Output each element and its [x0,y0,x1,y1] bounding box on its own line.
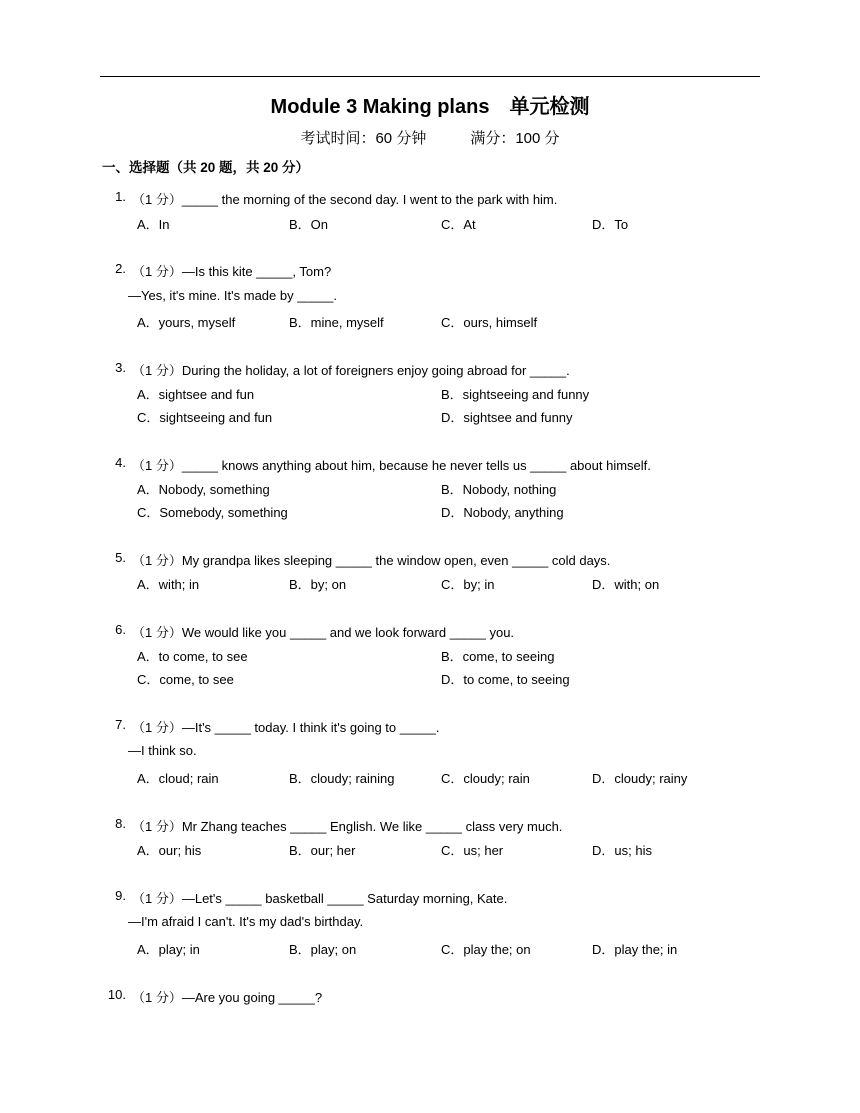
option-d[interactable]: D．Nobody, anything [441,505,564,520]
option-b[interactable]: B．On [289,217,329,232]
question-number: 10. [107,987,126,1002]
question-number: 2. [115,261,126,276]
question-score: （1 分） [132,819,182,834]
question-number: 6. [115,622,126,637]
option-a[interactable]: A．yours, myself [137,315,236,330]
question-body: —Let's _____ basketball _____ Saturday morning, Kate. [181,891,508,906]
question-score: （1 分） [132,720,182,735]
question-text [132,987,322,1006]
question-score: （1 分） [132,553,182,568]
question-text [132,455,651,474]
option-c[interactable]: C．by; in [441,577,495,592]
page-title: Module 3 Making plans 单元检测 [270,96,590,118]
question-text [132,261,331,280]
question-body: —It's _____ today. I think it's going to _____. [181,720,440,735]
option-a[interactable]: A．Nobody, something [137,482,270,497]
option-b[interactable]: B．by; on [289,577,347,592]
option-d[interactable]: D．cloudy; rainy [592,771,688,786]
question-score: （1 分） [132,264,182,279]
question-number: 4. [115,455,126,470]
option-b[interactable]: B．play; on [289,942,357,957]
question-number: 1. [115,189,126,204]
question-number: 9. [115,888,126,903]
question-reply: —Yes, it's mine. It's made by _____. [128,288,337,303]
question-body: —Are you going _____? [181,990,323,1005]
option-a[interactable]: A．play; in [137,942,200,957]
option-b[interactable]: B．come, to seeing [441,649,555,664]
question-score: （1 分） [132,625,182,640]
question-body: _____ knows anything about him, because he never tells us _____ about himself. [181,458,651,473]
option-b[interactable]: B．our; her [289,843,356,858]
question-text [132,550,610,569]
option-a[interactable]: A．to come, to see [137,649,248,664]
question-text [132,717,440,736]
option-a[interactable]: A．cloud; rain [137,771,219,786]
option-b[interactable]: B．Nobody, nothing [441,482,557,497]
question-number: 8. [115,816,126,831]
section-title: 一、选择题（共 20 题，共 20 分） [102,160,310,175]
question-reply: —I think so. [128,743,197,758]
question-body: _____ the morning of the second day. I went to the park with him. [181,192,558,207]
question-score: （1 分） [132,363,182,378]
option-a[interactable]: A．sightsee and fun [137,387,255,402]
question-body: We would like you _____ and we look forward _____ you. [181,625,515,640]
question-body: During the holiday, a lot of foreigners enjoy going abroad for _____. [181,363,570,378]
question-text [132,816,562,835]
question-score: （1 分） [132,891,182,906]
option-c[interactable]: C．play the; on [441,942,531,957]
option-a[interactable]: A．our; his [137,843,202,858]
question-number: 5. [115,550,126,565]
question-reply: —I'm afraid I can't. It's my dad's birthday. [128,914,364,929]
question-body: My grandpa likes sleeping _____ the window open, even _____ cold days. [181,553,611,568]
option-d[interactable]: D．us; his [592,843,652,858]
question-text [132,189,557,208]
option-a[interactable]: A．with; in [137,577,200,592]
option-d[interactable]: D．to come, to seeing [441,672,570,687]
question-score: （1 分） [132,458,182,473]
question-text [132,622,514,641]
option-c[interactable]: C．us; her [441,843,504,858]
question-text [132,360,570,379]
option-b[interactable]: B．sightseeing and funny [441,387,590,402]
exam-info [0,127,860,148]
question-score: （1 分） [132,990,182,1005]
option-a[interactable]: A．In [137,217,170,232]
option-d[interactable]: D．sightsee and funny [441,410,573,425]
option-c[interactable]: C．At [441,217,476,232]
option-c[interactable]: C．ours, himself [441,315,538,330]
question-body: Mr Zhang teaches _____ English. We like _____ class very much. [181,819,563,834]
option-c[interactable]: C．cloudy; rain [441,771,530,786]
option-d[interactable]: D．play the; in [592,942,678,957]
option-c[interactable]: C．sightseeing and fun [137,410,273,425]
question-score: （1 分） [132,192,182,207]
header-rule [100,76,760,77]
option-d[interactable]: D．with; on [592,577,660,592]
full-score: 满分：100 分 [470,130,560,147]
question-text [132,888,507,907]
question-number: 7. [115,717,126,732]
exam-time: 考试时间：60 分钟 [300,130,427,147]
question-number: 3. [115,360,126,375]
option-b[interactable]: B．cloudy; raining [289,771,395,786]
question-body: —Is this kite _____, Tom? [181,264,332,279]
option-c[interactable]: C．Somebody, something [137,505,288,520]
option-b[interactable]: B．mine, myself [289,315,384,330]
option-d[interactable]: D．To [592,217,629,232]
option-c[interactable]: C．come, to see [137,672,234,687]
